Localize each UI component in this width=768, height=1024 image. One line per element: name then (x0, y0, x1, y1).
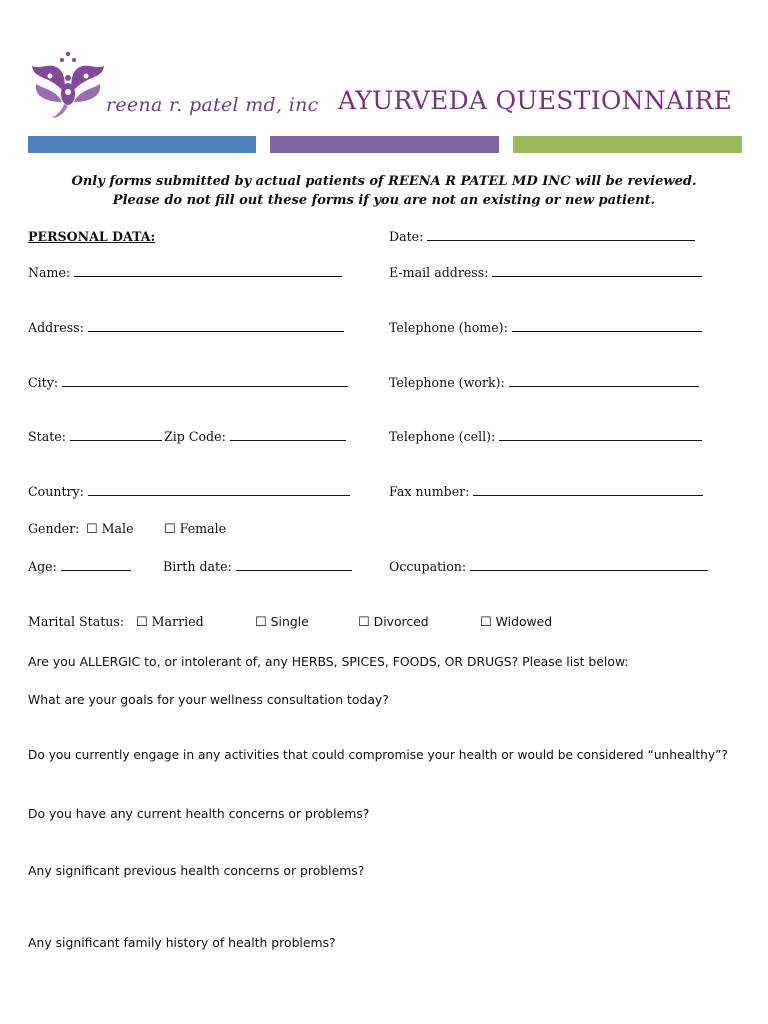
checkbox-icon[interactable]: ☐ (358, 615, 370, 630)
zip-code-field[interactable] (164, 429, 346, 444)
question-family-history: Any significant family history of health problems? (28, 935, 336, 950)
checkbox-icon[interactable]: ☐ (136, 615, 148, 630)
color-bar-purple (270, 136, 499, 153)
question-goals: What are your goals for your wellness consultation today? (28, 692, 389, 707)
marital-option-married[interactable] (136, 614, 204, 630)
telephone-cell-line[interactable] (499, 439, 702, 441)
name-label: Name: (28, 265, 71, 280)
marital-status-label: Marital Status: (28, 614, 125, 629)
city-label: City: (28, 375, 59, 390)
address-field[interactable] (28, 320, 344, 335)
telephone-home-line[interactable] (512, 330, 702, 332)
checkbox-icon[interactable]: ☐ (164, 522, 176, 537)
question-allergies: Are you ALLERGIC to, or intolerant of, any HERBS, SPICES, FOODS, OR DRUGS? Please list below: (28, 654, 629, 669)
notice-line-2: Please do not fill out these forms if you are not an existing or new patient. (112, 193, 656, 208)
state-field[interactable] (28, 429, 162, 444)
name-field[interactable] (28, 265, 342, 280)
state-label: State: (28, 429, 66, 444)
occupation-line[interactable] (470, 569, 708, 571)
question-unhealthy-activities: Do you currently engage in any activities that could compromise your health or would be considered “unhealthy”? (28, 748, 728, 762)
color-bar-green (513, 136, 742, 153)
telephone-work-label: Telephone (work): (389, 375, 505, 390)
question-previous-concerns: Any significant previous health concerns or problems? (28, 863, 365, 878)
age-line[interactable] (61, 569, 131, 571)
date-line[interactable] (427, 239, 695, 241)
notice-line-1: Only forms submitted by actual patients of REENA R PATEL MD INC will be reviewed. (71, 174, 697, 189)
checkbox-icon[interactable]: ☐ (86, 522, 98, 537)
occupation-label: Occupation: (389, 559, 467, 574)
name-line[interactable] (74, 275, 342, 277)
question-current-concerns: Do you have any current health concerns or problems? (28, 806, 370, 821)
brand-name: reena r. patel md, inc (106, 94, 319, 116)
telephone-home-label: Telephone (home): (389, 320, 508, 335)
email-line[interactable] (492, 275, 702, 277)
checkbox-icon[interactable]: ☐ (255, 615, 267, 630)
age-label: Age: (28, 559, 57, 574)
marital-option-single[interactable] (255, 614, 309, 630)
fax-number-label: Fax number: (389, 484, 470, 499)
fax-number-field[interactable] (389, 484, 703, 499)
color-bar-blue (28, 136, 256, 153)
zip-code-line[interactable] (230, 439, 346, 441)
country-field[interactable] (28, 484, 350, 499)
telephone-cell-field[interactable] (389, 429, 702, 444)
telephone-work-line[interactable] (509, 385, 699, 387)
email-label: E-mail address: (389, 265, 489, 280)
zip-code-label: Zip Code: (164, 429, 226, 444)
gender-option-male[interactable] (86, 521, 134, 537)
personal-data-heading: PERSONAL DATA: (28, 229, 156, 244)
telephone-cell-label: Telephone (cell): (389, 429, 496, 444)
marital-option-divorced[interactable] (358, 614, 429, 630)
city-field[interactable] (28, 375, 348, 390)
gender-option-female[interactable] (164, 521, 226, 537)
email-field[interactable] (389, 265, 702, 280)
country-line[interactable] (88, 494, 350, 496)
birth-date-line[interactable] (236, 569, 352, 571)
telephone-work-field[interactable] (389, 375, 699, 390)
telephone-home-field[interactable] (389, 320, 702, 335)
marital-option-widowed[interactable] (480, 614, 552, 630)
address-label: Address: (28, 320, 84, 335)
checkbox-icon[interactable]: ☐ (480, 615, 492, 630)
page-title: AYURVEDA QUESTIONNAIRE (338, 86, 733, 115)
country-label: Country: (28, 484, 84, 499)
marital-single-label: Single (270, 614, 309, 629)
fax-number-line[interactable] (473, 494, 703, 496)
city-line[interactable] (62, 385, 348, 387)
date-label: Date: (389, 229, 424, 244)
birth-date-field[interactable] (163, 559, 352, 574)
marital-married-label: Married (151, 614, 204, 629)
state-line[interactable] (70, 439, 162, 441)
gender-male-label: Male (101, 521, 134, 536)
address-line[interactable] (88, 330, 344, 332)
marital-divorced-label: Divorced (373, 614, 429, 629)
date-field[interactable] (389, 229, 695, 244)
occupation-field[interactable] (389, 559, 708, 574)
gender-label: Gender: (28, 521, 80, 536)
marital-widowed-label: Widowed (495, 614, 553, 629)
age-field[interactable] (28, 559, 131, 574)
gender-female-label: Female (179, 521, 227, 536)
birth-date-label: Birth date: (163, 559, 232, 574)
